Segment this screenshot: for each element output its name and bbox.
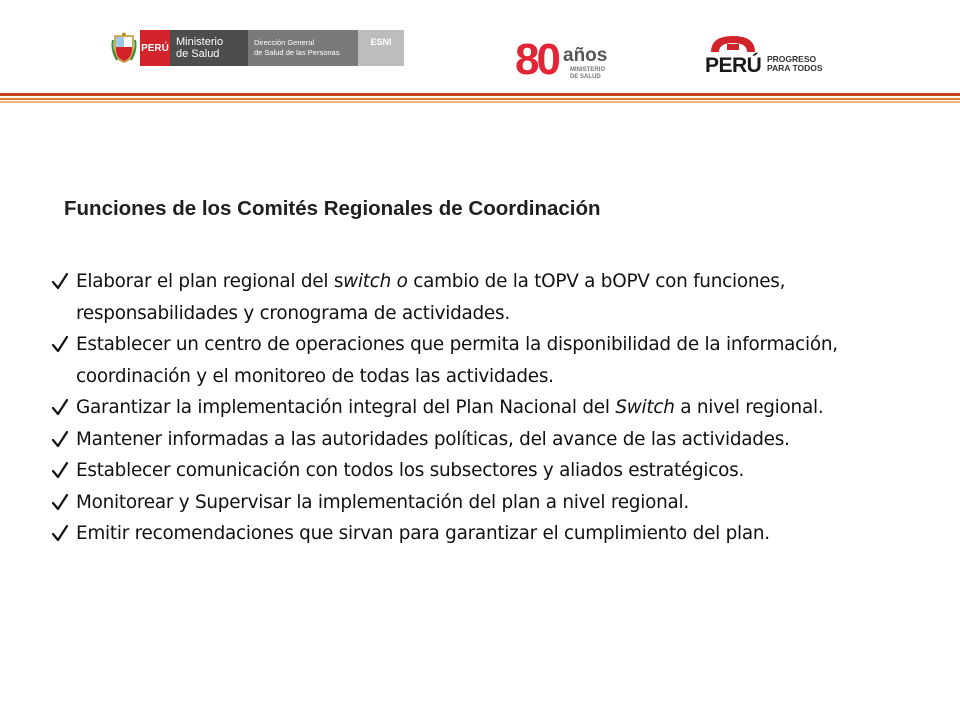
list-item-text <box>76 397 823 418</box>
anniversary-sub-1: MINISTERIO <box>570 67 606 73</box>
functions-list <box>50 266 920 550</box>
list-item <box>50 487 920 519</box>
checkmark-icon <box>50 392 70 423</box>
text-segment: Establecer comunicación con todos los subsectores y aliados estratégicos. <box>76 460 745 481</box>
checkmark-icon <box>50 455 70 486</box>
list-item <box>50 455 920 487</box>
text-segment: Mantener informadas a las autoridades políticas, del avance de las actividades. <box>76 428 790 450</box>
list-item <box>50 424 920 456</box>
esni-label: ESNI <box>358 30 404 66</box>
header-divider-mid <box>0 98 960 100</box>
text-segment: Emitir recomendaciones que sirvan para garantizar el cumplimiento del plan. <box>76 523 770 544</box>
ministry-line-1: Ministerio <box>176 36 224 48</box>
minsa-ministry-name <box>170 30 248 66</box>
list-item <box>50 392 920 424</box>
eighty-years-logo <box>513 30 621 85</box>
peru-tagline-2: PARA TODOS <box>767 63 823 73</box>
text-segment: cambio de la tOPV a bOPV con funciones, responsabilidades y cronograma de actividades. <box>76 271 786 324</box>
list-item-text <box>76 334 838 387</box>
direction-line-2: de Salud de las Personas <box>254 48 340 57</box>
list-item-text <box>76 523 770 544</box>
list-item-text <box>76 271 785 324</box>
checkmark-icon <box>50 518 70 549</box>
checkmark-icon <box>50 487 70 518</box>
list-item <box>50 266 920 329</box>
checkmark-icon <box>50 329 70 360</box>
header-divider-light <box>0 101 960 103</box>
italic-term: Switch <box>615 397 675 418</box>
peru-progreso-logo <box>703 32 873 76</box>
slide-title: Funciones de los Comités Regionales de Coordinación <box>64 197 601 220</box>
list-item <box>50 329 920 392</box>
anniversary-sub-2: DE SALUD <box>570 74 601 80</box>
peru-brand-name: PERÚ <box>705 54 762 76</box>
checkmark-icon <box>50 266 70 297</box>
anniversary-number: 80 <box>515 35 558 84</box>
coat-of-arms-icon <box>108 30 140 66</box>
italic-term: witch o <box>343 271 408 292</box>
header-divider-dark <box>0 93 960 96</box>
list-item-text <box>76 492 689 513</box>
list-item-text <box>76 460 744 481</box>
minsa-peru-label: PERÚ <box>140 30 170 66</box>
list-item <box>50 518 920 550</box>
text-segment: Garantizar la implementación integral del Plan Nacional del <box>76 397 616 418</box>
ministry-line-2: de Salud <box>176 48 220 60</box>
peru-tagline-1: PROGRESO <box>767 54 817 64</box>
direction-line-1: Dirección General <box>254 38 315 47</box>
minsa-direction <box>248 30 358 66</box>
text-segment: Monitorear y Supervisar la implementación del plan a nivel regional. <box>76 491 689 513</box>
list-item-text <box>76 429 790 450</box>
text-segment: Establecer un centro de operaciones que permita la disponibilidad de la información, coordinación y el monitoreo de todas las actividades. <box>76 334 838 387</box>
minsa-logo <box>108 30 404 66</box>
checkmark-icon <box>50 424 70 455</box>
text-segment: Elaborar el plan regional del s <box>76 271 344 292</box>
anniversary-word: años <box>563 45 608 66</box>
text-segment: a nivel regional. <box>674 397 824 418</box>
